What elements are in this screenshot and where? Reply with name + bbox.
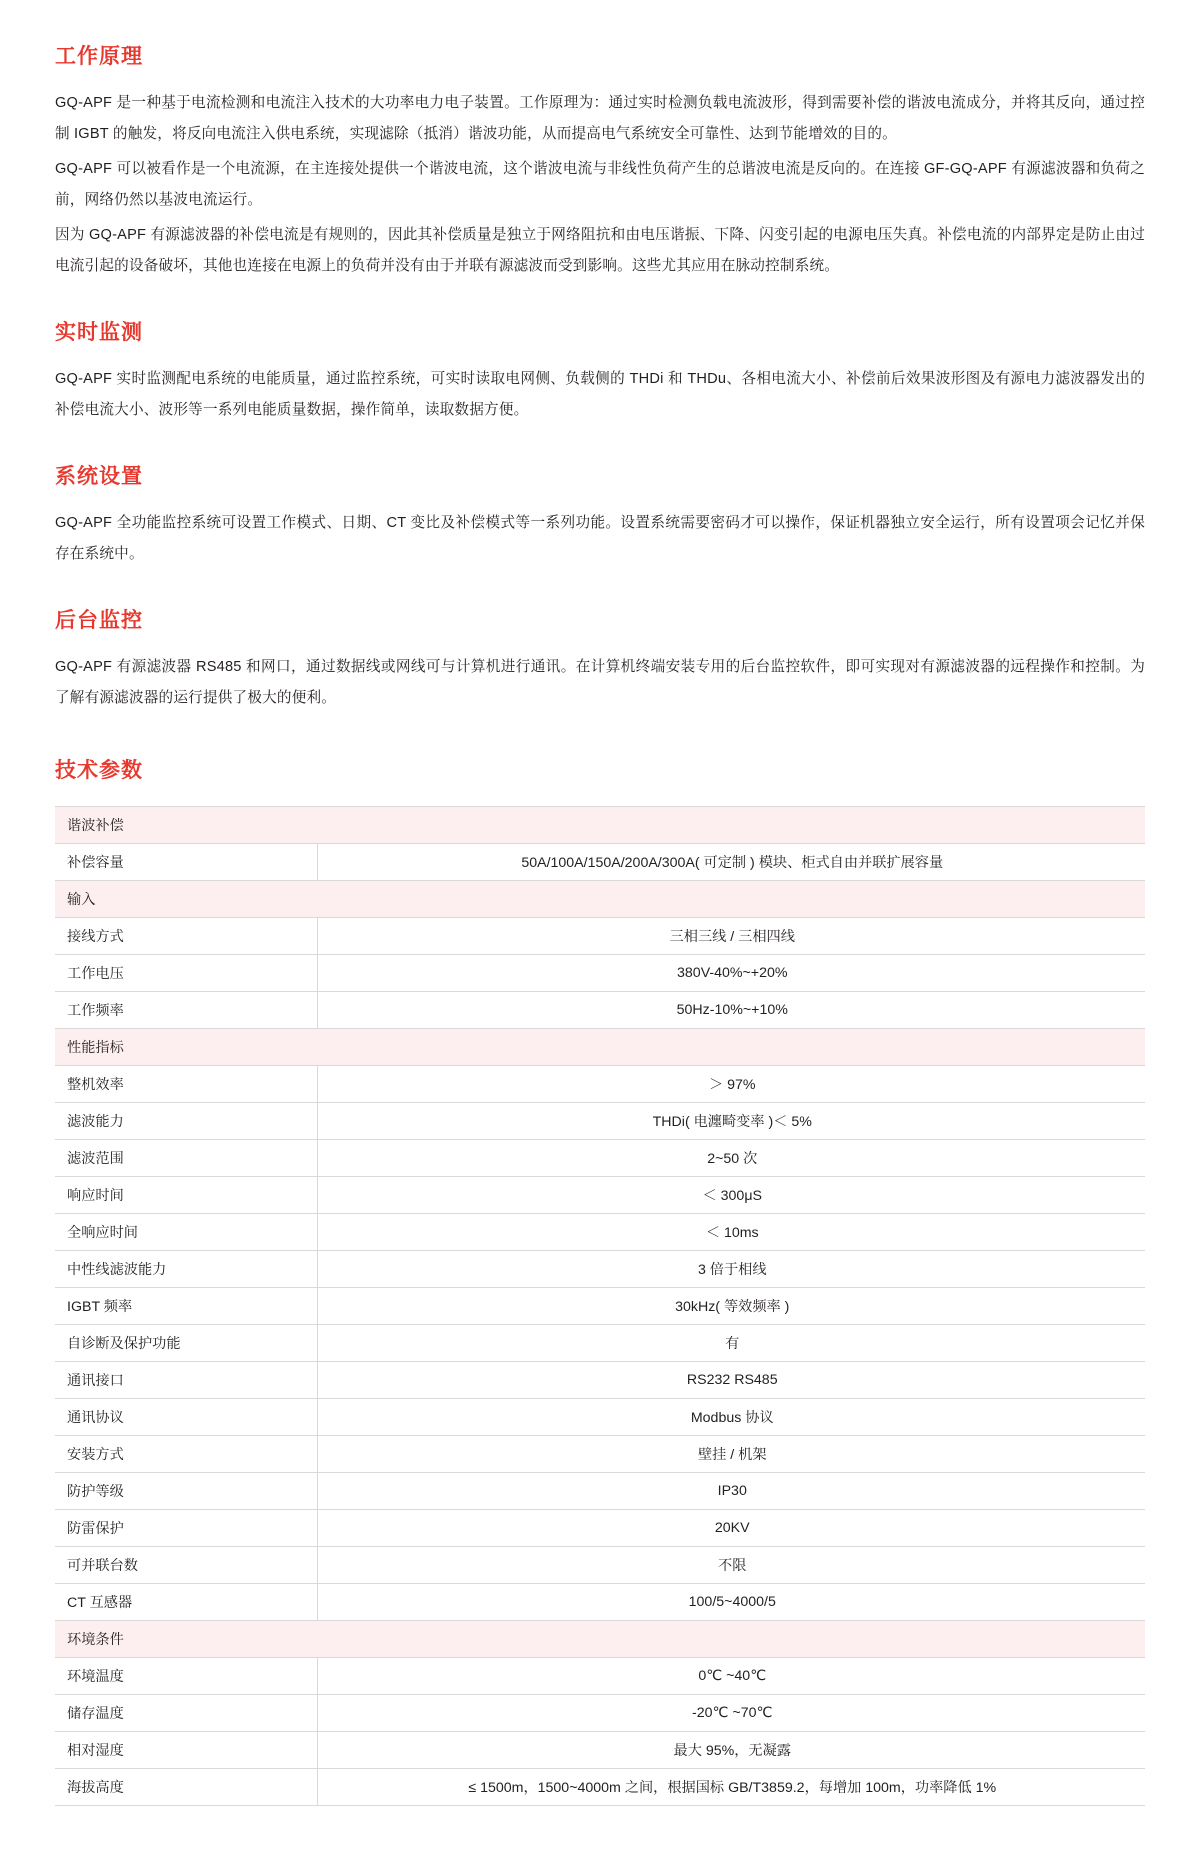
table-cell-value: -20℃ ~70℃ xyxy=(317,1695,1145,1732)
table-row xyxy=(55,1214,1145,1251)
table-cell-value: 30kHz( 等效频率 ) xyxy=(317,1288,1145,1325)
table-row xyxy=(55,1510,1145,1547)
table-cell-value: 100/5~4000/5 xyxy=(317,1584,1145,1621)
table-cell-value: 50A/100A/150A/200A/300A( 可定制 ) 模块、柜式自由并联扩展容量 xyxy=(317,844,1145,881)
table-row xyxy=(55,1436,1145,1473)
table-row xyxy=(55,1658,1145,1695)
table-cell-label: 通讯协议 xyxy=(55,1399,317,1436)
table-cell-value: 三相三线 / 三相四线 xyxy=(317,918,1145,955)
paragraph: GQ-APF 实时监测配电系统的电能质量，通过监控系统，可实时读取电网侧、负载侧的 THDi 和 THDu、各相电流大小、补偿前后效果波形图及有源电力滤波器发出的补偿电流大小、波形等一系列电能质量数据，操作简单，读取数据方便。 xyxy=(55,371,1145,418)
table-cell-value: 3 倍于相线 xyxy=(317,1251,1145,1288)
table-group-label: 谐波补偿 xyxy=(55,807,1145,844)
section-title: 系统设置 xyxy=(55,465,143,488)
table-cell-value: Modbus 协议 xyxy=(317,1399,1145,1436)
table-row xyxy=(55,1473,1145,1510)
table-row xyxy=(55,955,1145,992)
table-cell-value: 最大 95%，无凝露 xyxy=(317,1732,1145,1769)
table-cell-value: 380V-40%~+20% xyxy=(317,955,1145,992)
table-cell-label: 安装方式 xyxy=(55,1436,317,1473)
section-working-principle xyxy=(55,40,1145,282)
section-title: 实时监测 xyxy=(55,321,143,344)
table-cell-value: 有 xyxy=(317,1325,1145,1362)
table-cell-label: 海拔高度 xyxy=(55,1769,317,1806)
table-cell-label: 防雷保护 xyxy=(55,1510,317,1547)
table-cell-label: 补偿容量 xyxy=(55,844,317,881)
table-row xyxy=(55,1769,1145,1806)
table-group-row xyxy=(55,1029,1145,1066)
section-title: 后台监控 xyxy=(55,609,143,632)
table-cell-label: 整机效率 xyxy=(55,1066,317,1103)
table-group-row xyxy=(55,881,1145,918)
params-title: 技术参数 xyxy=(55,759,143,782)
specifications-table-body xyxy=(55,807,1145,1806)
table-row xyxy=(55,1103,1145,1140)
table-cell-value: IP30 xyxy=(317,1473,1145,1510)
paragraph: GQ-APF 可以被看作是一个电流源，在主连接处提供一个谐波电流，这个谐波电流与非线性负荷产生的总谐波电流是反向的。在连接 GF-GQ-APF 有源滤波器和负荷之前，网络仍然以基波电流运行。 xyxy=(55,161,1145,208)
table-cell-label: 环境温度 xyxy=(55,1658,317,1695)
table-row xyxy=(55,1325,1145,1362)
table-row xyxy=(55,1695,1145,1732)
table-row xyxy=(55,1140,1145,1177)
section-system-settings xyxy=(55,460,1145,570)
paragraph: GQ-APF 全功能监控系统可设置工作模式、日期、CT 变比及补偿模式等一系列功能。设置系统需要密码才可以操作，保证机器独立安全运行，所有设置项会记忆并保存在系统中。 xyxy=(55,515,1145,562)
table-row xyxy=(55,844,1145,881)
table-cell-value: ≤ 1500m，1500~4000m 之间，根据国标 GB/T3859.2，每增加 100m，功率降低 1% xyxy=(317,1769,1145,1806)
section-background-monitoring xyxy=(55,604,1145,714)
table-group-label: 性能指标 xyxy=(55,1029,1145,1066)
table-cell-label: 工作电压 xyxy=(55,955,317,992)
table-group-row xyxy=(55,807,1145,844)
table-group-row xyxy=(55,1621,1145,1658)
paragraph: GQ-APF 是一种基于电流检测和电流注入技术的大功率电力电子装置。工作原理为：通过实时检测负载电流波形，得到需要补偿的谐波电流成分，并将其反向，通过控制 IGBT 的触发，将反向电流注入供电系统，实现滤除（抵消）谐波功能，从而提高电气系统安全可靠性、达到节能增效的目的。 xyxy=(55,95,1145,142)
table-cell-value: RS232 RS485 xyxy=(317,1362,1145,1399)
table-cell-label: 滤波范围 xyxy=(55,1140,317,1177)
table-cell-value: 2~50 次 xyxy=(317,1140,1145,1177)
table-row xyxy=(55,1547,1145,1584)
table-cell-label: 滤波能力 xyxy=(55,1103,317,1140)
table-cell-value: 壁挂 / 机架 xyxy=(317,1436,1145,1473)
table-cell-label: 可并联台数 xyxy=(55,1547,317,1584)
table-cell-label: 相对湿度 xyxy=(55,1732,317,1769)
table-row xyxy=(55,1362,1145,1399)
table-cell-label: IGBT 频率 xyxy=(55,1288,317,1325)
table-cell-value: ＞ 97% xyxy=(317,1066,1145,1103)
table-cell-label: 自诊断及保护功能 xyxy=(55,1325,317,1362)
table-cell-value: 50Hz-10%~+10% xyxy=(317,992,1145,1029)
table-row xyxy=(55,1066,1145,1103)
section-technical-parameters xyxy=(55,754,1145,1806)
table-row xyxy=(55,1177,1145,1214)
table-row xyxy=(55,918,1145,955)
table-row xyxy=(55,1732,1145,1769)
table-row xyxy=(55,1399,1145,1436)
table-cell-label: 储存温度 xyxy=(55,1695,317,1732)
table-group-label: 输入 xyxy=(55,881,1145,918)
table-cell-value: 0℃ ~40℃ xyxy=(317,1658,1145,1695)
table-cell-label: 工作频率 xyxy=(55,992,317,1029)
table-cell-value: 不限 xyxy=(317,1547,1145,1584)
paragraph: 因为 GQ-APF 有源滤波器的补偿电流是有规则的，因此其补偿质量是独立于网络阻抗和由电压谐振、下降、闪变引起的电源电压失真。补偿电流的内部界定是防止由过电流引起的设备破坏，其他也连接在电源上的负荷并没有由于并联有源滤波而受到影响。这些尤其应用在脉动控制系统。 xyxy=(55,227,1145,274)
table-cell-label: CT 互感器 xyxy=(55,1584,317,1621)
specifications-table xyxy=(55,806,1145,1806)
table-row xyxy=(55,1251,1145,1288)
table-cell-label: 全响应时间 xyxy=(55,1214,317,1251)
table-cell-label: 接线方式 xyxy=(55,918,317,955)
table-row xyxy=(55,1584,1145,1621)
table-group-label: 环境条件 xyxy=(55,1621,1145,1658)
section-title: 工作原理 xyxy=(55,45,143,68)
section-realtime-monitoring xyxy=(55,316,1145,426)
table-row xyxy=(55,992,1145,1029)
table-row xyxy=(55,1288,1145,1325)
table-cell-value: THDi( 电瀍畸变率 )＜ 5% xyxy=(317,1103,1145,1140)
table-cell-label: 通讯接口 xyxy=(55,1362,317,1399)
paragraph: GQ-APF 有源滤波器 RS485 和网口，通过数据线或网线可与计算机进行通讯。在计算机终端安装专用的后台监控软件，即可实现对有源滤波器的远程操作和控制。为了解有源滤波器的运行提供了极大的便利。 xyxy=(55,659,1145,706)
table-cell-value: ＜ 300μS xyxy=(317,1177,1145,1214)
table-cell-label: 中性线滤波能力 xyxy=(55,1251,317,1288)
table-cell-value: ＜ 10ms xyxy=(317,1214,1145,1251)
table-cell-label: 响应时间 xyxy=(55,1177,317,1214)
table-cell-value: 20KV xyxy=(317,1510,1145,1547)
table-cell-label: 防护等级 xyxy=(55,1473,317,1510)
